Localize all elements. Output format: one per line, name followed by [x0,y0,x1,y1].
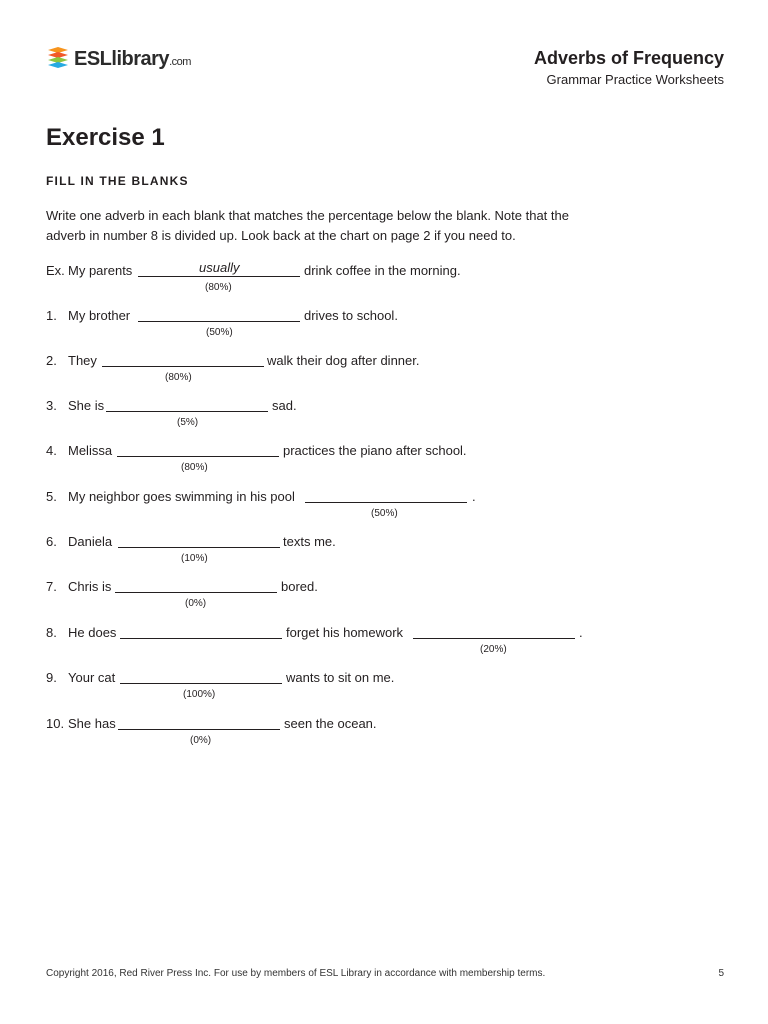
answer-blank[interactable] [117,442,279,457]
answer-blank[interactable] [102,352,264,367]
item-text-before: He does [68,625,117,640]
item-text-before: Melissa [68,443,113,458]
exercise-title: Exercise 1 [46,124,165,151]
exercise-item [46,307,726,338]
item-number: 2. [46,353,57,368]
exercise-item [46,669,726,700]
answer-blank[interactable] [106,397,268,412]
item-number: 4. [46,443,57,458]
item-text-after: . [579,625,583,640]
item-text-before: My parents [68,263,133,278]
item-text-after: wants to sit on me. [286,670,395,685]
item-number: Ex. [46,263,65,278]
percentage-hint: (0%) [185,598,207,609]
item-text-before: She is [68,398,105,413]
exercise-item [46,715,726,746]
item-text-before: She has [68,716,116,731]
item-text-before: Chris is [68,579,112,594]
logo-esl: ESL [74,47,112,70]
item-text-after: walk their dog after dinner. [267,353,420,368]
item-number: 3. [46,398,57,413]
page-number: 5 [718,968,724,979]
percentage-hint: (100%) [183,689,216,700]
answer-blank[interactable] [138,307,300,322]
example-row [46,260,726,293]
item-number: 8. [46,625,57,640]
item-number: 5. [46,489,57,504]
item-text-before: Daniela [68,534,113,549]
item-text-before: They [68,353,97,368]
exercise-item [46,578,726,609]
worksheet-title: Adverbs of Frequency [533,48,724,68]
section-heading: FILL IN THE BLANKS [46,174,189,188]
item-text-after: sad. [272,398,297,413]
item-text-before: My brother [68,308,131,323]
item-number: 10. [46,716,65,731]
example-answer: usually [199,260,240,275]
percentage-hint: (50%) [206,327,233,338]
percentage-hint: (80%) [181,462,208,473]
item-text-after: drives to school. [304,308,398,323]
item-text-after: bored. [281,579,318,594]
percentage-hint: (50%) [371,508,398,519]
instructions: Write one adverb in each blank that matches the percentage below the blank. Note that the adverb in number 8 is divided up. Look back at the chart on page 2 if you need to. [46,208,569,243]
item-text-after: practices the piano after school. [283,443,467,458]
exercise-item [46,624,726,655]
item-text-after: texts me. [283,534,336,549]
answer-blank[interactable] [115,578,277,593]
answer-blank[interactable] [305,488,467,503]
item-number: 1. [46,308,57,323]
logo-library: library [111,47,170,70]
logo-com: .com [169,55,191,68]
book-stack-icon [46,46,70,72]
exercise-item [46,533,726,564]
exercise-item [46,442,726,473]
worksheet-subtitle: Grammar Practice Worksheets [546,72,724,87]
percentage-hint: (10%) [181,553,208,564]
item-text-after: seen the ocean. [284,716,377,731]
item-text-before: Your cat [68,670,116,685]
item-text-before: My neighbor goes swimming in his pool [68,489,295,504]
answer-blank[interactable] [120,669,282,684]
answer-blank[interactable] [118,715,280,730]
answer-blank[interactable] [118,533,280,548]
percentage-hint: (0%) [190,735,212,746]
percentage-hint: (5%) [177,417,199,428]
answer-blank-first[interactable] [120,624,282,639]
percentage-hint: (20%) [480,644,507,655]
item-number: 6. [46,534,57,549]
exercise-item [46,397,726,428]
copyright-footer: Copyright 2016, Red River Press Inc. For use by members of ESL Library in accordance with membership terms. [46,968,546,979]
percentage-hint: (80%) [205,282,232,293]
answer-blank-second[interactable] [413,624,575,639]
item-number: 7. [46,579,57,594]
exercise-item [46,488,726,519]
percentage-hint: (80%) [165,372,192,383]
exercise-item [46,352,726,383]
item-text-middle: forget his homework [286,625,404,640]
item-text-after: drink coffee in the morning. [304,263,461,278]
esl-library-logo [46,44,191,74]
item-number: 9. [46,670,57,685]
item-text-after: . [472,489,476,504]
